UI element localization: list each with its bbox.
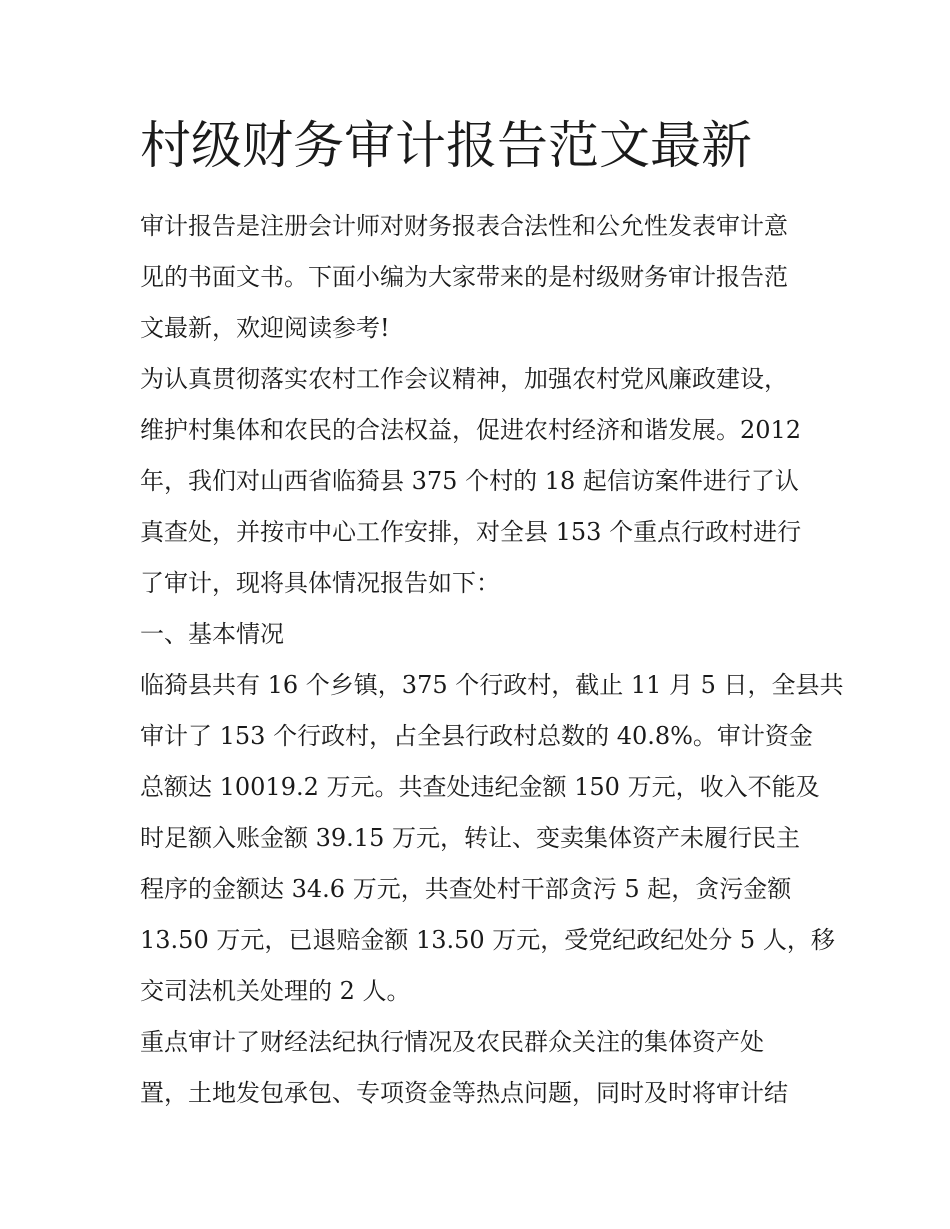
- body-line: 文最新，欢迎阅读参考!: [140, 314, 390, 342]
- body-line: 程序的金额达 34.6 万元，共查处村干部贪污 5 起，贪污金额: [140, 875, 792, 903]
- body-line: 审计报告是注册会计师对财务报表合法性和公允性发表审计意: [140, 212, 788, 240]
- body-line: 13.50 万元，已退赔金额 13.50 万元，受党纪政纪处分 5 人，移: [140, 926, 835, 954]
- body-line: 审计了 153 个行政村，占全县行政村总数的 40.8%。审计资金: [140, 722, 813, 750]
- body-line: 见的书面文书。下面小编为大家带来的是村级财务审计报告范: [140, 263, 788, 291]
- body-line: 为认真贯彻落实农村工作会议精神，加强农村党风廉政建设，: [140, 365, 788, 393]
- body-line: 交司法机关处理的 2 人。: [140, 977, 411, 1005]
- body-line: 重点审计了财经法纪执行情况及农民群众关注的集体资产处: [140, 1028, 764, 1056]
- section-heading: 一、基本情况: [140, 620, 284, 648]
- body-line: 维护村集体和农民的合法权益，促进农村经济和谐发展。2012: [140, 416, 802, 444]
- body-line: 置，土地发包承包、专项资金等热点问题，同时及时将审计结: [140, 1079, 788, 1107]
- document-body: [140, 201, 844, 1119]
- body-line: 临猗县共有 16 个乡镇，375 个行政村，截止 11 月 5 日，全县共: [140, 671, 844, 699]
- body-line: 了审计，现将具体情况报告如下：: [140, 569, 500, 597]
- body-line: 时足额入账金额 39.15 万元，转让、变卖集体资产未履行民主: [140, 824, 800, 852]
- document-content: [140, 112, 844, 1119]
- body-line: 总额达 10019.2 万元。共查处违纪金额 150 万元，收入不能及: [140, 773, 820, 801]
- document-title: 村级财务审计报告范文最新: [140, 117, 753, 176]
- body-line: 年，我们对山西省临猗县 375 个村的 18 起信访案件进行了认: [140, 467, 799, 495]
- body-line: 真查处，并按市中心工作安排，对全县 153 个重点行政村进行: [140, 518, 802, 546]
